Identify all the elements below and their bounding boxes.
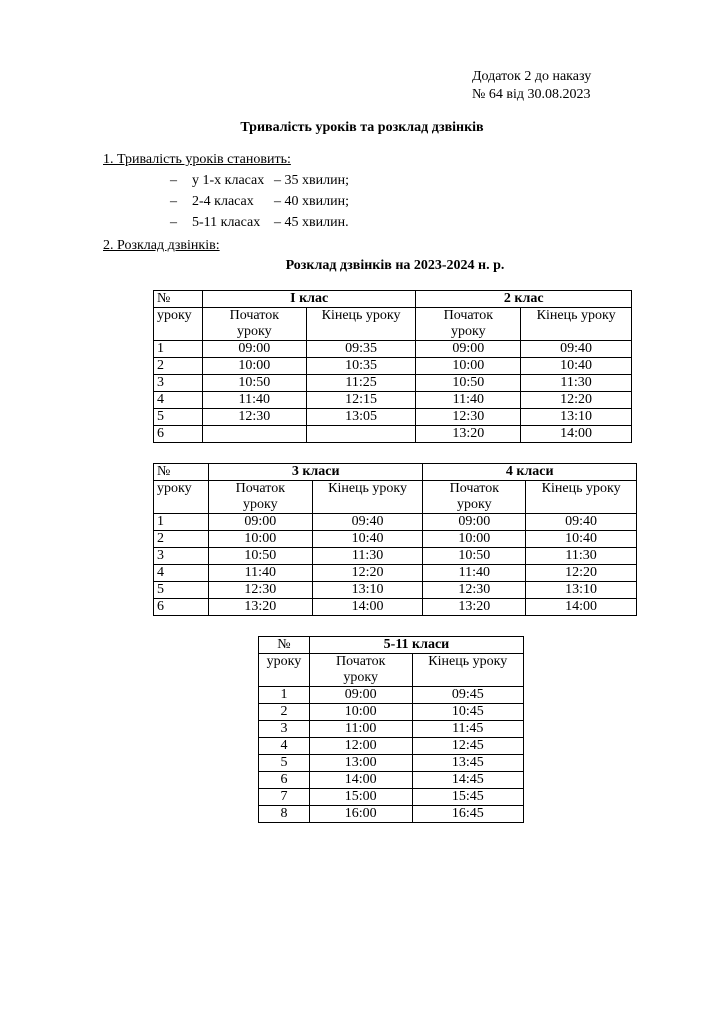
end-time: 10:45 <box>412 704 523 721</box>
duration-list <box>170 170 349 233</box>
lesson-number: 2 <box>154 531 209 548</box>
table-subheader-row <box>154 308 632 341</box>
list-item <box>170 212 349 233</box>
lesson-number-header: уроку <box>154 308 203 341</box>
lesson-number: 2 <box>259 704 310 721</box>
end-time: 12:45 <box>412 738 523 755</box>
table-subheader-row <box>259 654 524 687</box>
start-header-line: Початок <box>336 654 386 669</box>
schedule-table-grades-1-2 <box>153 290 632 443</box>
lesson-number: 3 <box>259 721 310 738</box>
addendum-line-2: № 64 від 30.08.2023 <box>472 87 591 102</box>
start-header-line: Початок <box>235 481 286 496</box>
lesson-number: 2 <box>154 358 203 375</box>
start-header-line: уроку <box>343 670 379 685</box>
start-header <box>423 481 526 514</box>
start-header <box>309 654 412 687</box>
end-time: 09:45 <box>412 687 523 704</box>
start-header-line: Початок <box>229 308 280 323</box>
end-time: 14:00 <box>521 426 632 443</box>
start-header-line: уроку <box>451 324 486 339</box>
start-time: 13:00 <box>309 755 412 772</box>
lesson-number: 4 <box>154 392 203 409</box>
lesson-number: 6 <box>259 772 310 789</box>
start-time: 10:00 <box>416 358 521 375</box>
end-time: 15:45 <box>412 789 523 806</box>
lesson-number-header: № <box>154 291 203 308</box>
end-time: 11:30 <box>526 548 637 565</box>
start-time: 09:00 <box>208 514 312 531</box>
start-header-line: Початок <box>443 308 494 323</box>
end-time: 09:40 <box>526 514 637 531</box>
lesson-number-header: уроку <box>259 654 310 687</box>
table-row <box>259 738 524 755</box>
table-row <box>154 565 637 582</box>
start-header <box>416 308 521 341</box>
start-time: 12:30 <box>202 409 306 426</box>
group-header: 2 клас <box>416 291 632 308</box>
end-time: 13:10 <box>526 582 637 599</box>
end-time: 14:45 <box>412 772 523 789</box>
table-subheader-row <box>154 481 637 514</box>
start-time: 09:00 <box>416 341 521 358</box>
page-title: Тривалість уроків та розклад дзвінків <box>240 120 484 135</box>
start-header-line: уроку <box>237 324 272 339</box>
start-time: 13:20 <box>416 426 521 443</box>
list-item <box>170 191 349 212</box>
end-time: 11:30 <box>312 548 423 565</box>
end-time: 16:45 <box>412 806 523 823</box>
start-time: 12:00 <box>309 738 412 755</box>
table-row <box>154 341 632 358</box>
table-row <box>154 375 632 392</box>
end-time: 12:15 <box>306 392 416 409</box>
lesson-number: 1 <box>154 514 209 531</box>
lesson-number-header: № <box>154 464 209 481</box>
start-time: 10:50 <box>416 375 521 392</box>
start-header-line: Початок <box>449 481 500 496</box>
lesson-number: 4 <box>154 565 209 582</box>
group-header: 3 класи <box>208 464 423 481</box>
end-header: Кінець уроку <box>521 308 632 341</box>
list-classes: 5-11 класах <box>192 215 261 230</box>
list-duration: – 35 хвилин; <box>274 173 349 188</box>
end-time: 12:20 <box>526 565 637 582</box>
list-duration: – 40 хвилин; <box>274 194 349 209</box>
start-time: 11:40 <box>208 565 312 582</box>
start-time: 10:00 <box>202 358 306 375</box>
table-row <box>154 599 637 616</box>
table-row <box>259 704 524 721</box>
table-row <box>259 789 524 806</box>
start-header <box>208 481 312 514</box>
lesson-number: 6 <box>154 426 203 443</box>
table-header-row <box>154 291 632 308</box>
start-header <box>202 308 306 341</box>
start-time: 11:40 <box>202 392 306 409</box>
start-header-line: уроку <box>243 497 278 512</box>
end-time: 11:30 <box>521 375 632 392</box>
end-time: 13:05 <box>306 409 416 426</box>
start-time: 10:00 <box>309 704 412 721</box>
start-time: 09:00 <box>309 687 412 704</box>
list-dash: – <box>170 194 177 209</box>
table-row <box>154 548 637 565</box>
start-time: 14:00 <box>309 772 412 789</box>
table-row <box>259 687 524 704</box>
schedule-table-grades-3-4 <box>153 463 637 616</box>
end-time: 10:40 <box>521 358 632 375</box>
table-row <box>154 514 637 531</box>
lesson-number: 1 <box>259 687 310 704</box>
end-time: 13:45 <box>412 755 523 772</box>
start-time: 10:50 <box>202 375 306 392</box>
table-row <box>259 806 524 823</box>
end-time: 09:35 <box>306 341 416 358</box>
list-classes: 2-4 класах <box>192 194 254 209</box>
end-header: Кінець уроку <box>306 308 416 341</box>
end-time: 09:40 <box>312 514 423 531</box>
table-row <box>154 531 637 548</box>
lesson-number: 3 <box>154 375 203 392</box>
table-row <box>259 755 524 772</box>
start-time: 11:40 <box>423 565 526 582</box>
table-header-row <box>259 637 524 654</box>
group-header: 4 класи <box>423 464 637 481</box>
start-time: 11:40 <box>416 392 521 409</box>
list-duration: – 45 хвилин. <box>274 215 349 230</box>
start-time: 12:30 <box>208 582 312 599</box>
table-row <box>259 721 524 738</box>
lesson-number: 5 <box>154 582 209 599</box>
start-time: 10:50 <box>423 548 526 565</box>
lesson-number: 3 <box>154 548 209 565</box>
table-row <box>154 392 632 409</box>
end-time <box>306 426 416 443</box>
table-row <box>154 426 632 443</box>
start-time: 10:00 <box>423 531 526 548</box>
start-time: 09:00 <box>202 341 306 358</box>
lesson-number: 5 <box>259 755 310 772</box>
end-time: 09:40 <box>521 341 632 358</box>
lesson-number: 7 <box>259 789 310 806</box>
table-row <box>259 772 524 789</box>
addendum-line-1: Додаток 2 до наказу <box>472 69 592 84</box>
end-time: 14:00 <box>312 599 423 616</box>
table-header-row <box>154 464 637 481</box>
section-1-heading: 1. Тривалість уроків становить: <box>103 152 291 167</box>
end-time: 13:10 <box>312 582 423 599</box>
list-item <box>170 170 349 191</box>
start-time: 11:00 <box>309 721 412 738</box>
table-row <box>154 409 632 426</box>
lesson-number-header: № <box>259 637 310 654</box>
start-time: 15:00 <box>309 789 412 806</box>
start-time: 12:30 <box>423 582 526 599</box>
end-time: 10:40 <box>312 531 423 548</box>
end-time: 13:10 <box>521 409 632 426</box>
start-time: 13:20 <box>423 599 526 616</box>
lesson-number: 6 <box>154 599 209 616</box>
group-header: 5-11 класи <box>309 637 523 654</box>
start-time: 16:00 <box>309 806 412 823</box>
end-time: 11:25 <box>306 375 416 392</box>
start-time: 13:20 <box>208 599 312 616</box>
lesson-number-header: уроку <box>154 481 209 514</box>
list-classes: у 1-х класах <box>192 173 265 188</box>
table-row <box>154 582 637 599</box>
end-time: 14:00 <box>526 599 637 616</box>
start-time: 12:30 <box>416 409 521 426</box>
end-header: Кінець уроку <box>412 654 523 687</box>
start-header-line: уроку <box>457 497 492 512</box>
start-time: 09:00 <box>423 514 526 531</box>
schedule-table-grades-5-11 <box>258 636 524 823</box>
addendum-note <box>472 68 672 104</box>
start-time <box>202 426 306 443</box>
start-time: 10:50 <box>208 548 312 565</box>
lesson-number: 1 <box>154 341 203 358</box>
end-time: 12:20 <box>312 565 423 582</box>
end-time: 10:40 <box>526 531 637 548</box>
end-header: Кінець уроку <box>312 481 423 514</box>
table-row <box>154 358 632 375</box>
lesson-number: 5 <box>154 409 203 426</box>
schedule-title: Розклад дзвінків на 2023-2024 н. р. <box>285 258 505 273</box>
lesson-number: 8 <box>259 806 310 823</box>
end-time: 11:45 <box>412 721 523 738</box>
end-header: Кінець уроку <box>526 481 637 514</box>
lesson-number: 4 <box>259 738 310 755</box>
list-dash: – <box>170 173 177 188</box>
group-header: І клас <box>202 291 416 308</box>
section-2-heading: 2. Розклад дзвінків: <box>103 238 220 253</box>
start-time: 10:00 <box>208 531 312 548</box>
end-time: 12:20 <box>521 392 632 409</box>
list-dash: – <box>170 215 177 230</box>
end-time: 10:35 <box>306 358 416 375</box>
